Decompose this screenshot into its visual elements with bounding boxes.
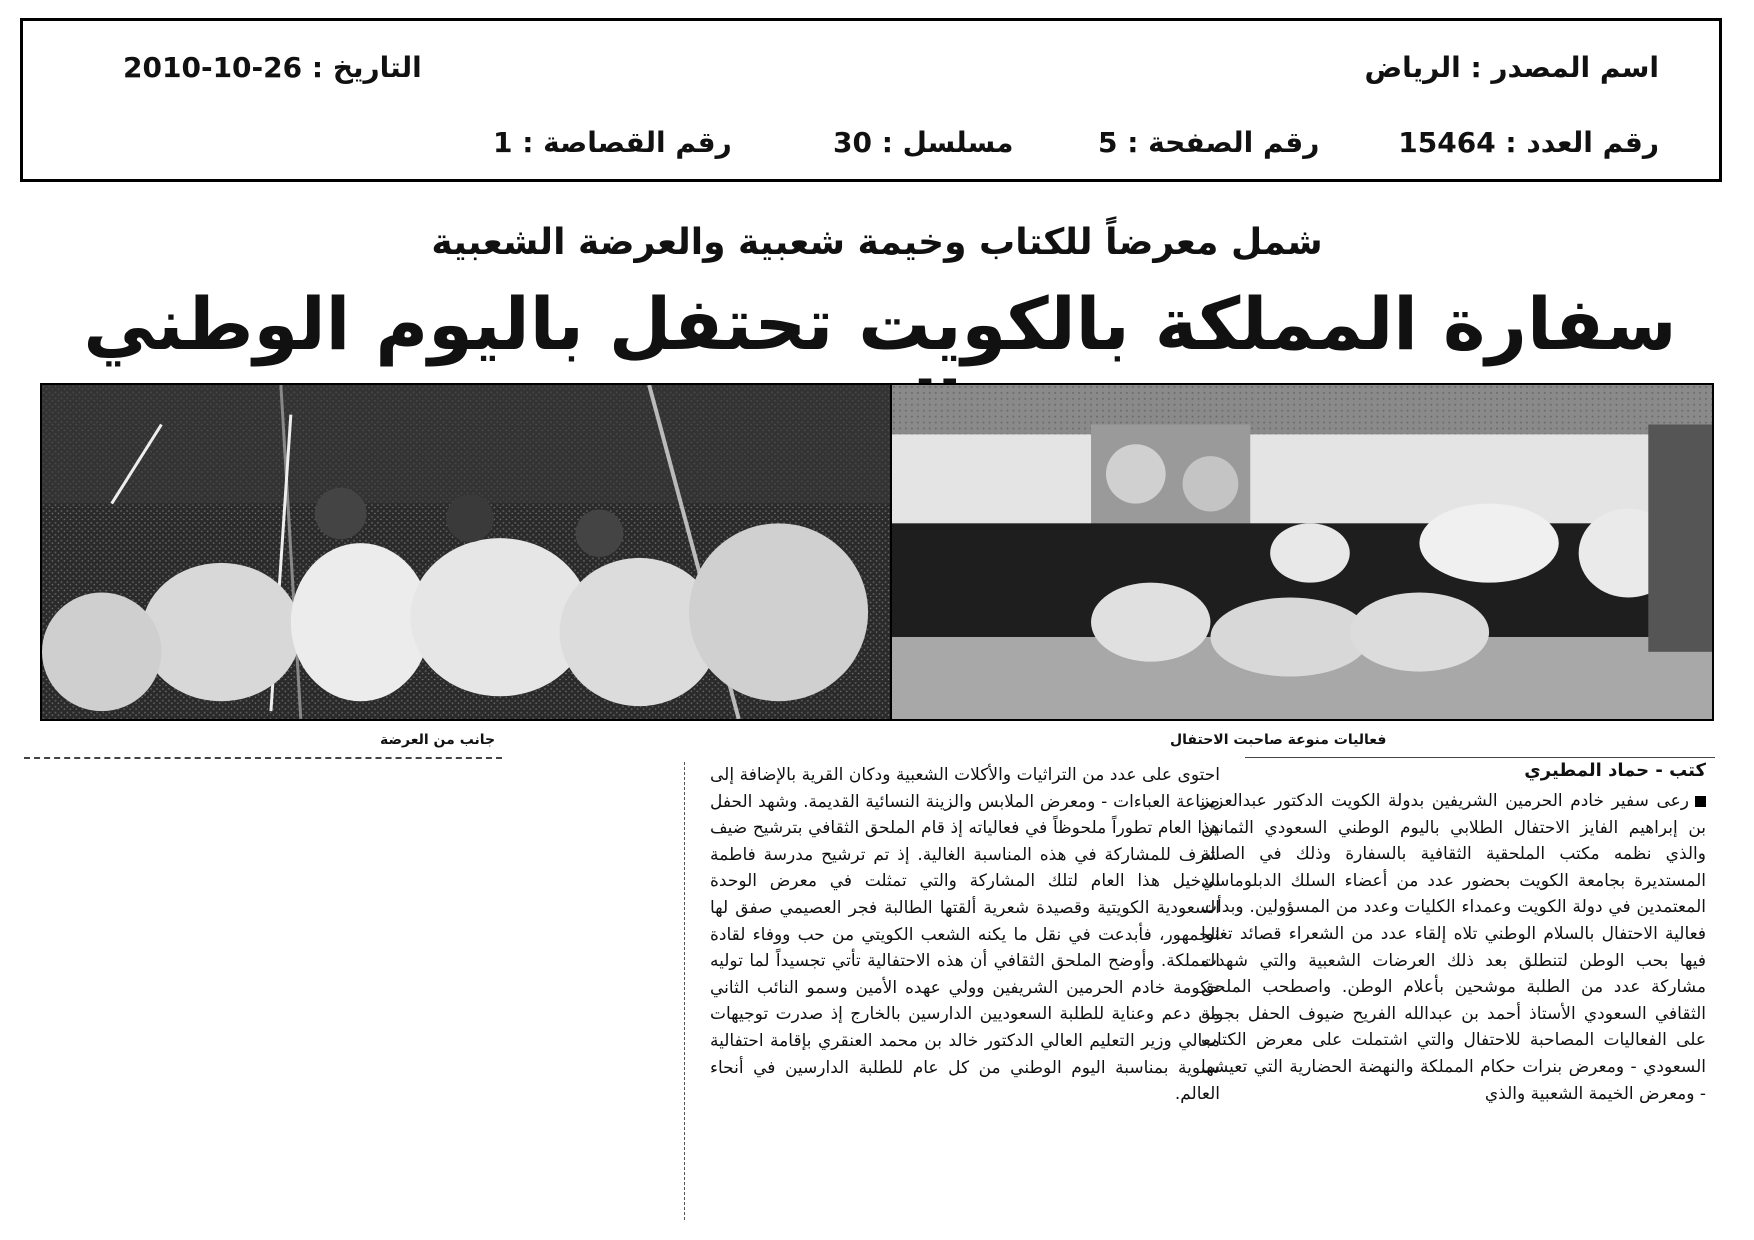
clipping-number: رقم القصاصة : 1 — [493, 126, 732, 159]
paragraph-marker-icon — [1695, 796, 1706, 807]
divider-rule — [1245, 757, 1715, 758]
publication-date: التاريخ : 26-10-2010 — [123, 51, 422, 84]
article-headline: سفارة المملكة بالكويت تحتفل باليوم الوطني — [83, 282, 1677, 366]
clipping-info-box — [20, 18, 1722, 182]
photo-ardah-dance — [40, 383, 893, 721]
divider-rule — [24, 757, 502, 759]
photo-celebration-activities — [890, 383, 1714, 721]
page-number: رقم الصفحة : 5 — [1098, 126, 1320, 159]
article-byline: كتب - حماد المطيري — [1524, 760, 1706, 781]
article-text: رعى سفير خادم الحرمين الشريفين بدولة الكويت الدكتور عبدالعزيز بن إبراهيم الفايز الاحتفال الطلابي باليوم الوطني السعودي الثمانين والذي نظمه مكتب الملحقية الثقافية بالسفارة وذلك في الصالة المستديرة بجامعة الكويت بحضور عدد من أعضاء السلك الدبلوماسي المعتمدين في دولة الكويت وعمداء الكليات وعدد من المسؤولين. وبدأت فعالية الاحتفال بالسلام الوطني تلاه إلقاء عدد من الشعراء قصائد تغنوا فيها بحب الوطن لتنطلق بعد ذلك العرضات الشعبية والتي شهدت مشاركة عدد من الطلبة موشحين بأعلام الوطن. واصطحب الملحق الثقافي السعودي الأستاذ أحمد بن عبدالله الفريح ضيوف الحفل بجولة على الفعاليات المصاحبة للاحتفال والتي اشتملت على معرض الكتاب السعودي - ومعرض بنرات حكام المملكة والنهضة الحضارية التي تعيشها - ومعرض الخيمة الشعبية والذي — [1201, 791, 1706, 1104]
issue-number: رقم العدد : 15464 — [1398, 126, 1659, 159]
photo-caption-left: جانب من العرضة — [380, 732, 496, 748]
article-kicker: شمل معرضاً للكتاب وخيمة شعبية والعرضة الشعبية — [431, 222, 1323, 263]
source-name: اسم المصدر : الرياض — [1364, 51, 1659, 84]
article-text: احتوى على عدد من التراثيات والأكلات الشعبية ودكان القرية بالإضافة إلى صناعة العباءات - ومعرض الملابس والزينة النسائية القديمة. وشهد الحفل هذا العام تطوراً ملحوظاً في فعالياته إذ قام الملحق الثقافي بترشيح ضيف شرف للمشاركة في هذه المناسبة الغالية. إذ تم ترشيح مدرسة فاطمة الدخيل هذا العام لتلك المشاركة والتي تمثلت في معرض الوحدة السعودية الكويتية وقصيدة شعرية ألقتها الطالبة فجر العصيمي صفق لها الجمهور، فأبدعت في نقل ما يكنه الشعب الكويتي من حب ووفاء لقادة المملكة. وأوضح الملحق الثقافي أن هذه الاحتفالية تأتي تجسيداً لما توليه حكومة خادم الحرمين الشريفين وولي عهده الأمين وسمو النائب الثاني من دعم وعناية للطلبة السعوديين الدارسين بالخارج إذ صدرت توجيهات معالي وزير التعليم العالي الدكتور خالد بن محمد العنقري بإقامة احتفالية سنوية بمناسبة اليوم الوطني من كل عام للطلبة الدارسين في أنحاء العالم. — [710, 765, 1220, 1105]
column-separator — [684, 762, 685, 1220]
article-column-middle — [710, 762, 1220, 1108]
photo-caption-right: فعاليات منوعة صاحبت الاحتفال — [1170, 732, 1387, 748]
article-column-right — [1201, 788, 1706, 1107]
serial-number: مسلسل : 30 — [833, 126, 1014, 159]
